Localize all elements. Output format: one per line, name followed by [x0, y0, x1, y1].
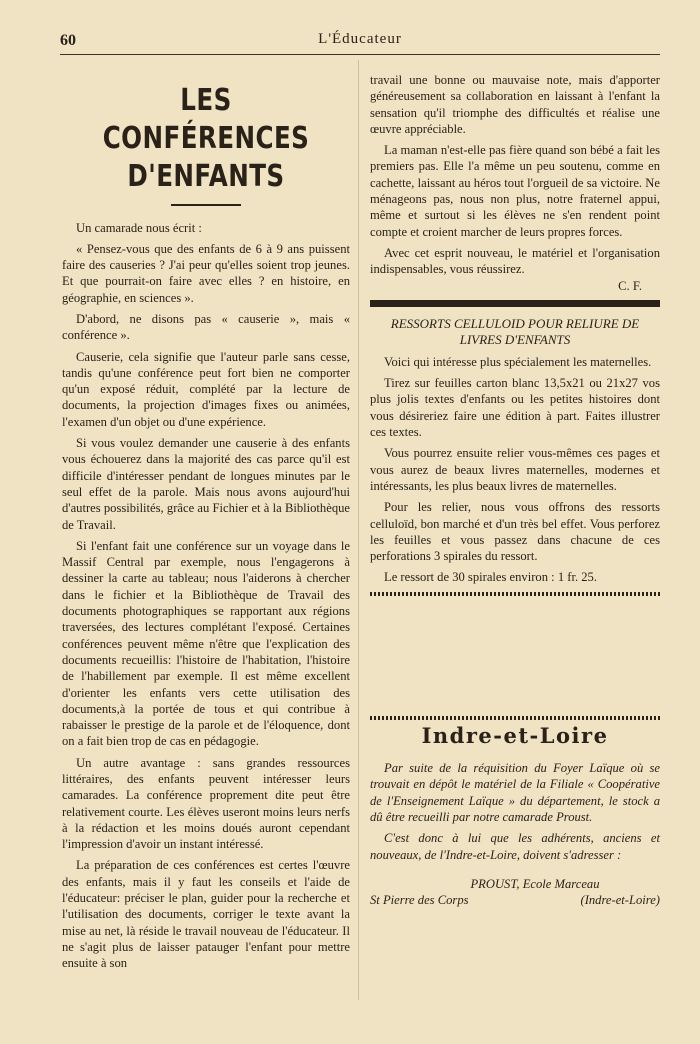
ressorts-title: RESSORTS CELLULOID POUR RELIURE DE LIVRES D'ENFANTS — [390, 315, 640, 347]
article-paragraph: Causerie, cela signifie que l'auteur parle sans cesse, tandis qu'une conférence peut fort bien ne comporter qu'un exposé réduit, complété par la lecture de documents, la projection d'images fixes ou animées, l'examen d'un objet ou d'une expérience. — [62, 349, 350, 429]
right-column — [370, 72, 660, 908]
article-continuation: La maman n'est-elle pas fière quand son bébé a fait les premiers pas. Elle l'a même un peu soutenu, comme en cachette, laissant au héros tout l'orgueil de sa victoire. Ne ménageons pas, nous non plus, notre fraternel appui, même et surtout si les élèves ne s'en rendent point compte et croient marcher de leurs propres forces. — [370, 143, 660, 239]
article-title — [88, 82, 324, 196]
article-signature: C. F. — [618, 278, 642, 293]
article-continuation: travail une bonne ou mauvaise note, mais d'apporter généreusement sa collaboration en laissant à l'enfant la sensation qu'il triomphe des difficultés et réalise une œuvre appréciable. — [370, 73, 660, 136]
ressorts-paragraph: Pour les relier, nous vous offrons des ressorts celluloïd, bon marché et d'un très bel effet. Vous perforez les feuilles et vous passez dans chacune de ces perforations 3 spirales du ressort. — [370, 500, 660, 564]
address-dept: (Indre-et-Loire) — [580, 893, 660, 908]
blank-space — [370, 602, 660, 710]
address-city: St Pierre des Corps — [370, 893, 469, 908]
article-paragraph: Un camarade nous écrit : — [76, 220, 202, 235]
article-title-line1: LES CONFÉRENCES — [102, 83, 310, 156]
left-column — [62, 72, 350, 977]
journal-title: L'Éducateur — [318, 31, 402, 47]
article-paragraph: La préparation de ces conférences est certes l'œuvre des enfants, mais il y faut les conseils et l'aide de l'éducateur: préciser le plan, guider pour la recherche et l'utilisation des documents, corriger le texte avant la mise au net, là réside le travail nouveau de l'éducateur. Il ne s'agit plus de laisser patauger l'enfant pour mettre ensuite à son — [62, 858, 350, 971]
indre-paragraph: C'est donc à lui que les adhérents, anciens et nouveaux, de l'Indre-et-Loire, doivent s'adresser : — [370, 831, 660, 862]
dotted-separator — [370, 592, 660, 596]
article-paragraph: « Pensez-vous que des enfants de 6 à 9 ans puissent faire des causeries ? J'ai peur qu'elles soient trop jeunes. Et que pourrait-on faire avec elles ? en histoire, en géographie, en sciences ». — [62, 241, 350, 305]
article-title-line2: D'ENFANTS — [127, 159, 285, 194]
article-paragraph: Si vous voulez demander une causerie à des enfants vous échouerez dans la majorité des cas parce qu'il est difficile d'intéresser pendant de longues minutes par le seul effet de la parole. Mais nous avons aujourd'hui d'autres possibilités, grâce au Fichier et à la Bibliothèque de Travail. — [62, 436, 350, 532]
address-line: PROUST, Ecole Marceau — [470, 876, 600, 891]
title-rule — [171, 204, 241, 206]
indre-notice — [370, 760, 660, 863]
ressorts-paragraph: Voici qui intéresse plus spécialement les maternelles. — [384, 354, 652, 369]
ressorts-paragraph: Vous pourrez ensuite relier vous-mêmes ces pages et vous aurez de beaux livres maternelles, modernes et intéressants, les plus beaux livres de maternelles. — [370, 446, 660, 493]
indre-title: Indre-et-Loire — [421, 722, 609, 748]
article-paragraph: D'abord, ne disons pas « causerie », mais « conférence ». — [62, 311, 350, 343]
dotted-separator — [370, 716, 660, 720]
indre-paragraph: Par suite de la réquisition du Foyer Laïque où se trouvait en dépôt le matériel de la Filiale « Coopérative de l'Enseignement Laïque » du département, le stock a dû être recueilli par notre camarade Proust. — [370, 761, 660, 824]
ressorts-paragraph: Le ressort de 30 spirales environ : 1 fr. 25. — [384, 570, 597, 585]
article-paragraph: Un autre avantage : sans grandes ressources littéraires, des enfants peuvent intéresser leurs camarades. La conférence proprement dite peut être relativement courte. Les élèves useront moins leurs nerfs à la rédaction et les moins doués auront cependant l'impression d'avoir un instant intéressé. — [62, 755, 350, 852]
page-header — [60, 30, 660, 55]
ressorts-paragraph: Tirez sur feuilles carton blanc 13,5x21 ou 21x27 vos plus jolis textes d'enfants ou les petites histoires dont vous désireriez faire une édition à part. Faites illustrer ces textes. — [370, 376, 660, 440]
address-row — [370, 892, 660, 908]
page-number: 60 — [60, 32, 76, 49]
article-continuation: Avec cet esprit nouveau, le matériel et l'organisation indispensables, vous réussirez. — [370, 245, 660, 277]
section-separator — [370, 300, 660, 307]
article-paragraph: Si l'enfant fait une conférence sur un voyage dans le Massif Central par exemple, nous l'engagerons à dessiner la carte au tableau; nous l'aiderons à chercher dans le fichier et la Bibliothèque de Travail des documents photographiques se rapportant aux régions traversées, des lectures complétant l'exposé. Certaines conférences peuvent même n'être que l'explication des documents recueillis: l'histoire de l'habitation, l'histoire de l'habillement par exemple. Il est même excellent d'orienter les enfants vers cette utilisation des documents,à la portée de tous et qui contribue à rabaisser le prestige de la parole et de l'éloquence, dont on a fait bien trop de cas en pédagogie. — [62, 538, 350, 749]
column-divider — [358, 60, 359, 1000]
